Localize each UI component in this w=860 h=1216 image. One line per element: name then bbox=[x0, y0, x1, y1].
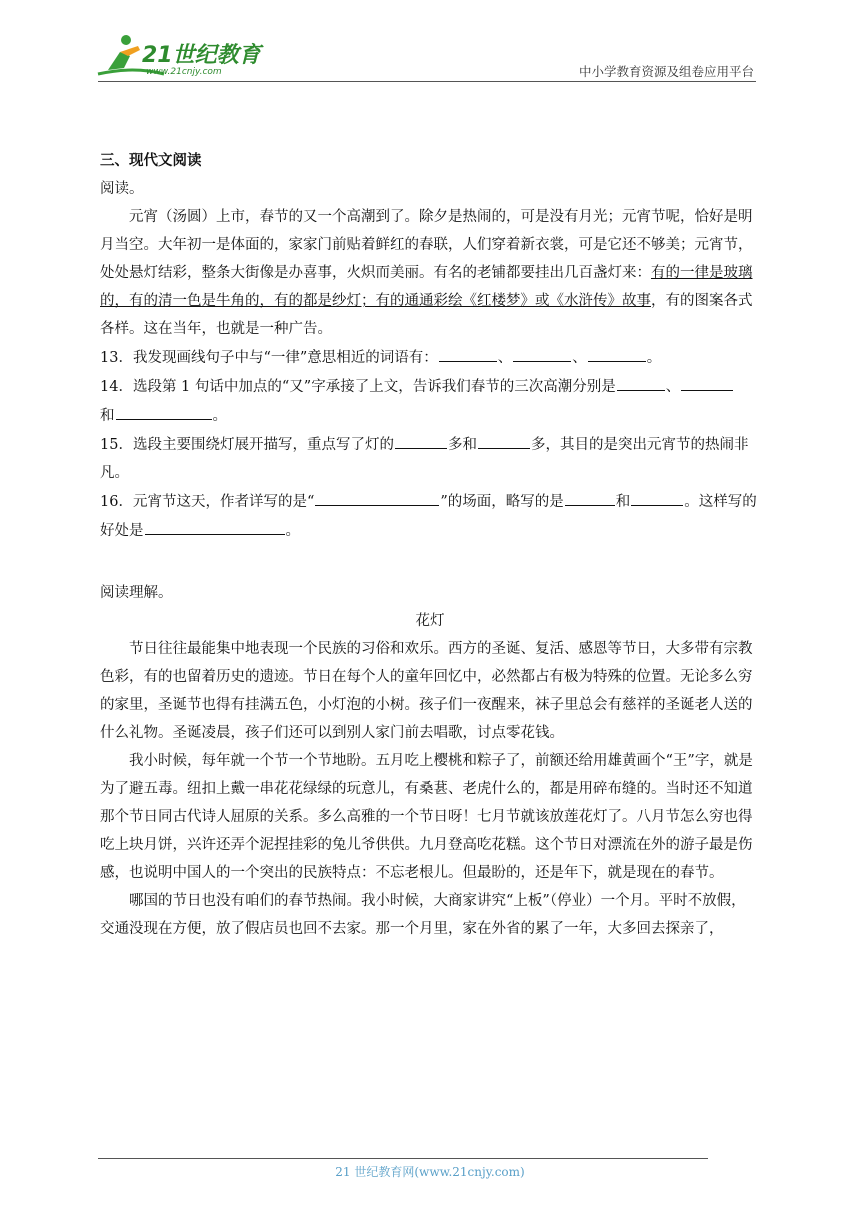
question-15 bbox=[100, 430, 760, 487]
question-text: 和 bbox=[100, 408, 115, 424]
logo-graphic bbox=[94, 30, 264, 80]
question-text: ”的场面，略写的是 bbox=[440, 494, 564, 510]
site-logo bbox=[94, 30, 264, 80]
footer-divider bbox=[98, 1158, 708, 1159]
answer-blank[interactable] bbox=[617, 372, 665, 391]
passage-paragraph bbox=[100, 203, 760, 343]
section-intro: 阅读。 bbox=[100, 181, 144, 197]
answer-blank[interactable] bbox=[588, 343, 646, 362]
separator: 、 bbox=[665, 379, 681, 395]
separator: 、 bbox=[497, 350, 513, 366]
section-heading: 三、现代文阅读 bbox=[100, 153, 202, 169]
question-text: 。这样写的好处是 bbox=[100, 494, 757, 539]
question-text: 和 bbox=[615, 494, 631, 510]
answer-blank[interactable] bbox=[395, 430, 447, 449]
question-16 bbox=[100, 487, 760, 545]
page-footer: 21 世纪教育网(www.21cnjy.com) bbox=[335, 1165, 525, 1179]
question-13 bbox=[100, 343, 760, 372]
question-text: 14．选段第 1 句话中加点的“又”字承接了上文，告诉我们春节的三次高潮分别是 bbox=[100, 379, 616, 395]
logo-text: 21世纪教育 bbox=[142, 43, 261, 68]
answer-blank[interactable] bbox=[565, 487, 615, 506]
question-text: 15．选段主要围绕灯展开描写，重点写了灯的 bbox=[100, 437, 394, 453]
question-text: 13．我发现画线句子中与“一律”意思相近的词语有： bbox=[100, 350, 438, 366]
question-text: 多，其目的是突出元宵节的热闹非凡。 bbox=[100, 437, 749, 481]
answer-blank[interactable] bbox=[315, 487, 439, 506]
reading-intro: 阅读理解。 bbox=[100, 585, 173, 601]
logo-url: www.21cnjy.com bbox=[146, 67, 222, 77]
period: 。 bbox=[285, 523, 300, 539]
passage-text: 元宵（汤圆）上市，春节的又一个高潮到了。除夕是热闹的，可是没有月光；元宵节呢，恰好是明月当空。大年初一是体面的，家家门前贴着鲜红的春联，人们穿着新衣裳，可是它还不够美；元宵节，处处悬灯结彩，整条大街像是办喜事，火炽而美丽。有名的老铺都要挂出几百盏灯来： bbox=[100, 209, 753, 281]
question-text: 多和 bbox=[447, 437, 477, 453]
separator: 、 bbox=[572, 350, 587, 366]
passage-paragraph: 哪国的节日也没有咱们的春节热闹。我小时候，大商家讲究“上板”（停业）一个月。平时不放假，交通没现在方便，放了假店员也回不去家。那一个月里，家在外省的累了一年，大多回去探亲了， bbox=[100, 893, 746, 937]
answer-blank[interactable] bbox=[681, 372, 733, 391]
document-body bbox=[100, 147, 760, 943]
answer-blank[interactable] bbox=[478, 430, 530, 449]
passage-text: ，有的图案各式各样。这在当年，也就是一种广告。 bbox=[100, 293, 753, 337]
question-14 bbox=[100, 372, 760, 430]
passage-title: 花灯 bbox=[415, 613, 445, 629]
passage-paragraph: 节日往往最能集中地表现一个民族的习俗和欢乐。西方的圣诞、复活、感恩等节日，大多带有宗教色彩，有的也留着历史的遗迹。节日在每个人的童年回忆中，必然都占有极为特殊的位置。无论多么穷的家里，圣诞节也得有挂满五色，小灯泡的小树。孩子们一夜醒来，袜子里总会有慈祥的圣诞老人送的什么礼物。圣诞凌晨，孩子们还可以到别人家门前去唱歌，讨点零花钱。 bbox=[100, 641, 753, 741]
answer-blank[interactable] bbox=[439, 343, 497, 362]
answer-blank[interactable] bbox=[631, 487, 683, 506]
underlined-sentence: 有的一律是玻璃的，有的清一色是牛角的，有的都是纱灯；有的通通彩绘《红楼梦》或《水浒传》故事 bbox=[100, 265, 753, 309]
answer-blank[interactable] bbox=[513, 343, 571, 362]
spacer bbox=[100, 545, 760, 579]
page-header bbox=[0, 0, 860, 90]
header-divider bbox=[98, 81, 756, 82]
question-text: 16．元宵节这天，作者详写的是“ bbox=[100, 494, 315, 510]
platform-label: 中小学教育资源及组卷应用平台 bbox=[578, 64, 754, 79]
answer-blank[interactable] bbox=[116, 401, 212, 420]
period: 。 bbox=[212, 408, 227, 424]
period: 。 bbox=[646, 350, 662, 366]
answer-blank[interactable] bbox=[145, 516, 285, 535]
passage-paragraph: 我小时候，每年就一个节一个节地盼。五月吃上樱桃和粽子了，前额还给用雄黄画个“王”字，就是为了避五毒。纽扣上戴一串花花绿绿的玩意儿，有桑葚、老虎什么的，都是用碎布缝的。当时还不知道那个节日同古代诗人屈原的关系。多么高雅的一个节日呀！七月节就该放莲花灯了。八月节怎么穷也得吃上块月饼，兴许还弄个泥捏挂彩的兔儿爷供供。九月登高吃花糕。这个节日对漂流在外的游子最是伤感，也说明中国人的一个突出的民族特点：不忘老根儿。但最盼的，还是年下，就是现在的春节。 bbox=[100, 753, 753, 881]
